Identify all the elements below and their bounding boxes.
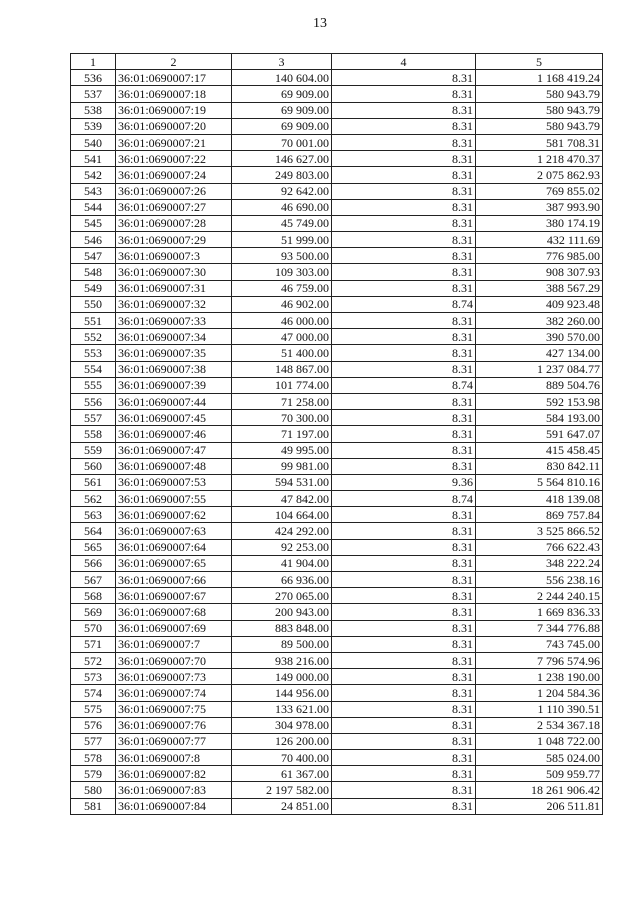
value-cell: 3 525 866.52	[476, 523, 603, 539]
table-row	[71, 539, 603, 555]
value-cell: 418 139.08	[476, 491, 603, 507]
row-number-cell: 573	[71, 669, 116, 685]
value-cell: 556 238.16	[476, 572, 603, 588]
cadastral-number-cell: 36:01:0690007:39	[116, 377, 232, 393]
value-cell: 743 745.00	[476, 636, 603, 652]
cadastral-number-cell: 36:01:0690007:29	[116, 232, 232, 248]
row-number-cell: 550	[71, 296, 116, 312]
value-cell: 889 504.76	[476, 377, 603, 393]
rate-cell: 8.74	[332, 377, 476, 393]
rate-cell: 8.31	[332, 458, 476, 474]
cadastral-number-cell: 36:01:0690007:82	[116, 766, 232, 782]
value-cell: 427 134.00	[476, 345, 603, 361]
value-cell: 592 153.98	[476, 393, 603, 409]
rate-cell: 8.31	[332, 199, 476, 215]
row-number-cell: 567	[71, 572, 116, 588]
area-cell: 46 759.00	[232, 280, 332, 296]
row-number-cell: 547	[71, 248, 116, 264]
area-cell: 69 909.00	[232, 102, 332, 118]
cadastral-number-cell: 36:01:0690007:65	[116, 555, 232, 571]
table-row	[71, 183, 603, 199]
row-number-cell: 581	[71, 798, 116, 814]
rate-cell: 8.31	[332, 507, 476, 523]
column-header-4: 4	[332, 54, 476, 70]
rate-cell: 8.31	[332, 410, 476, 426]
rate-cell: 8.31	[332, 118, 476, 134]
cadastral-number-cell: 36:01:0690007:34	[116, 329, 232, 345]
cadastral-number-cell: 36:01:0690007:75	[116, 701, 232, 717]
rate-cell: 8.31	[332, 248, 476, 264]
value-cell: 380 174.19	[476, 215, 603, 231]
area-cell: 126 200.00	[232, 733, 332, 749]
value-cell: 18 261 906.42	[476, 782, 603, 798]
value-cell: 830 842.11	[476, 458, 603, 474]
table-row	[71, 620, 603, 636]
cadastral-number-cell: 36:01:0690007:77	[116, 733, 232, 749]
cadastral-number-cell: 36:01:0690007:63	[116, 523, 232, 539]
row-number-cell: 555	[71, 377, 116, 393]
area-cell: 104 664.00	[232, 507, 332, 523]
rate-cell: 8.31	[332, 766, 476, 782]
area-cell: 47 000.00	[232, 329, 332, 345]
value-cell: 581 708.31	[476, 134, 603, 150]
area-cell: 148 867.00	[232, 361, 332, 377]
row-number-cell: 542	[71, 167, 116, 183]
row-number-cell: 537	[71, 86, 116, 102]
cadastral-number-cell: 36:01:0690007:28	[116, 215, 232, 231]
row-number-cell: 538	[71, 102, 116, 118]
table-row	[71, 588, 603, 604]
value-cell: 908 307.93	[476, 264, 603, 280]
value-cell: 1 110 390.51	[476, 701, 603, 717]
area-cell: 594 531.00	[232, 474, 332, 490]
rate-cell: 8.31	[332, 588, 476, 604]
value-cell: 776 985.00	[476, 248, 603, 264]
rate-cell: 8.31	[332, 652, 476, 668]
area-cell: 66 936.00	[232, 572, 332, 588]
rate-cell: 8.31	[332, 733, 476, 749]
rate-cell: 8.31	[332, 393, 476, 409]
rate-cell: 8.31	[332, 798, 476, 814]
table-row	[71, 669, 603, 685]
cadastral-number-cell: 36:01:0690007:26	[116, 183, 232, 199]
table-row	[71, 280, 603, 296]
table-row	[71, 442, 603, 458]
table-row	[71, 685, 603, 701]
cadastral-value-table	[70, 53, 603, 815]
cadastral-number-cell: 36:01:0690007:70	[116, 652, 232, 668]
row-number-cell: 562	[71, 491, 116, 507]
cadastral-number-cell: 36:01:0690007:31	[116, 280, 232, 296]
area-cell: 146 627.00	[232, 151, 332, 167]
cadastral-number-cell: 36:01:0690007:32	[116, 296, 232, 312]
area-cell: 70 400.00	[232, 750, 332, 766]
row-number-cell: 565	[71, 539, 116, 555]
rate-cell: 8.31	[332, 361, 476, 377]
cadastral-number-cell: 36:01:0690007:45	[116, 410, 232, 426]
area-cell: 70 300.00	[232, 410, 332, 426]
cadastral-number-cell: 36:01:0690007:69	[116, 620, 232, 636]
rate-cell: 8.31	[332, 280, 476, 296]
rate-cell: 8.31	[332, 750, 476, 766]
cadastral-number-cell: 36:01:0690007:7	[116, 636, 232, 652]
rate-cell: 8.31	[332, 620, 476, 636]
cadastral-number-cell: 36:01:0690007:66	[116, 572, 232, 588]
table-row	[71, 215, 603, 231]
table-row	[71, 636, 603, 652]
row-number-cell: 569	[71, 604, 116, 620]
row-number-cell: 552	[71, 329, 116, 345]
cadastral-number-cell: 36:01:0690007:20	[116, 118, 232, 134]
area-cell: 46 690.00	[232, 199, 332, 215]
value-cell: 1 669 836.33	[476, 604, 603, 620]
value-cell: 409 923.48	[476, 296, 603, 312]
table-row	[71, 393, 603, 409]
value-cell: 7 344 776.88	[476, 620, 603, 636]
area-cell: 24 851.00	[232, 798, 332, 814]
row-number-cell: 540	[71, 134, 116, 150]
area-cell: 144 956.00	[232, 685, 332, 701]
rate-cell: 8.31	[332, 782, 476, 798]
row-number-cell: 546	[71, 232, 116, 248]
area-cell: 41 904.00	[232, 555, 332, 571]
area-cell: 140 604.00	[232, 70, 332, 86]
cadastral-number-cell: 36:01:0690007:33	[116, 313, 232, 329]
column-header-3: 3	[232, 54, 332, 70]
table-row	[71, 507, 603, 523]
area-cell: 109 303.00	[232, 264, 332, 280]
row-number-cell: 553	[71, 345, 116, 361]
row-number-cell: 580	[71, 782, 116, 798]
rate-cell: 8.31	[332, 572, 476, 588]
value-cell: 387 993.90	[476, 199, 603, 215]
area-cell: 270 065.00	[232, 588, 332, 604]
cadastral-number-cell: 36:01:0690007:47	[116, 442, 232, 458]
table-row	[71, 264, 603, 280]
column-header-5: 5	[476, 54, 603, 70]
area-cell: 61 367.00	[232, 766, 332, 782]
row-number-cell: 577	[71, 733, 116, 749]
table-row	[71, 717, 603, 733]
cadastral-number-cell: 36:01:0690007:22	[116, 151, 232, 167]
value-cell: 591 647.07	[476, 426, 603, 442]
cadastral-number-cell: 36:01:0690007:3	[116, 248, 232, 264]
area-cell: 70 001.00	[232, 134, 332, 150]
area-cell: 49 995.00	[232, 442, 332, 458]
cadastral-number-cell: 36:01:0690007:24	[116, 167, 232, 183]
value-cell: 585 024.00	[476, 750, 603, 766]
row-number-cell: 572	[71, 652, 116, 668]
table-row	[71, 426, 603, 442]
cadastral-number-cell: 36:01:0690007:30	[116, 264, 232, 280]
cadastral-number-cell: 36:01:0690007:83	[116, 782, 232, 798]
cadastral-number-cell: 36:01:0690007:18	[116, 86, 232, 102]
value-cell: 2 534 367.18	[476, 717, 603, 733]
rate-cell: 8.31	[332, 636, 476, 652]
area-cell: 249 803.00	[232, 167, 332, 183]
row-number-cell: 579	[71, 766, 116, 782]
value-cell: 766 622.43	[476, 539, 603, 555]
rate-cell: 8.31	[332, 151, 476, 167]
table-row	[71, 604, 603, 620]
value-cell: 509 959.77	[476, 766, 603, 782]
area-cell: 69 909.00	[232, 118, 332, 134]
value-cell: 348 222.24	[476, 555, 603, 571]
area-cell: 2 197 582.00	[232, 782, 332, 798]
rate-cell: 8.31	[332, 264, 476, 280]
table-row	[71, 750, 603, 766]
row-number-cell: 549	[71, 280, 116, 296]
rate-cell: 8.31	[332, 669, 476, 685]
value-cell: 415 458.45	[476, 442, 603, 458]
row-number-cell: 574	[71, 685, 116, 701]
value-cell: 5 564 810.16	[476, 474, 603, 490]
table-row	[71, 377, 603, 393]
area-cell: 938 216.00	[232, 652, 332, 668]
value-cell: 769 855.02	[476, 183, 603, 199]
rate-cell: 8.31	[332, 523, 476, 539]
table-row	[71, 361, 603, 377]
value-cell: 580 943.79	[476, 86, 603, 102]
table-row	[71, 782, 603, 798]
area-cell: 45 749.00	[232, 215, 332, 231]
cadastral-number-cell: 36:01:0690007:62	[116, 507, 232, 523]
row-number-cell: 539	[71, 118, 116, 134]
row-number-cell: 561	[71, 474, 116, 490]
row-number-cell: 548	[71, 264, 116, 280]
value-cell: 382 260.00	[476, 313, 603, 329]
cadastral-number-cell: 36:01:0690007:27	[116, 199, 232, 215]
cadastral-number-cell: 36:01:0690007:35	[116, 345, 232, 361]
rate-cell: 8.31	[332, 329, 476, 345]
area-cell: 93 500.00	[232, 248, 332, 264]
row-number-cell: 566	[71, 555, 116, 571]
value-cell: 1 237 084.77	[476, 361, 603, 377]
rate-cell: 8.31	[332, 345, 476, 361]
value-cell: 1 204 584.36	[476, 685, 603, 701]
value-cell: 432 111.69	[476, 232, 603, 248]
cadastral-number-cell: 36:01:0690007:73	[116, 669, 232, 685]
table-row	[71, 86, 603, 102]
table-row	[71, 102, 603, 118]
table-body	[71, 70, 603, 815]
table-row	[71, 572, 603, 588]
rate-cell: 8.31	[332, 134, 476, 150]
value-cell: 1 048 722.00	[476, 733, 603, 749]
value-cell: 206 511.81	[476, 798, 603, 814]
rate-cell: 8.31	[332, 426, 476, 442]
table-row	[71, 798, 603, 814]
table-row	[71, 134, 603, 150]
rate-cell: 8.31	[332, 604, 476, 620]
rate-cell: 8.31	[332, 102, 476, 118]
area-cell: 71 197.00	[232, 426, 332, 442]
value-cell: 7 796 574.96	[476, 652, 603, 668]
rate-cell: 8.31	[332, 717, 476, 733]
rate-cell: 8.31	[332, 442, 476, 458]
table-row	[71, 70, 603, 86]
area-cell: 46 000.00	[232, 313, 332, 329]
area-cell: 51 999.00	[232, 232, 332, 248]
rate-cell: 8.31	[332, 70, 476, 86]
value-cell: 580 943.79	[476, 102, 603, 118]
table-row	[71, 410, 603, 426]
table-row	[71, 474, 603, 490]
area-cell: 149 000.00	[232, 669, 332, 685]
rate-cell: 8.31	[332, 701, 476, 717]
rate-cell: 8.74	[332, 491, 476, 507]
row-number-cell: 560	[71, 458, 116, 474]
table-row	[71, 345, 603, 361]
table-row	[71, 296, 603, 312]
area-cell: 71 258.00	[232, 393, 332, 409]
cadastral-number-cell: 36:01:0690007:74	[116, 685, 232, 701]
table-row	[71, 652, 603, 668]
row-number-cell: 564	[71, 523, 116, 539]
row-number-cell: 551	[71, 313, 116, 329]
cadastral-number-cell: 36:01:0690007:76	[116, 717, 232, 733]
table-row	[71, 151, 603, 167]
row-number-cell: 578	[71, 750, 116, 766]
cadastral-number-cell: 36:01:0690007:44	[116, 393, 232, 409]
row-number-cell: 563	[71, 507, 116, 523]
area-cell: 101 774.00	[232, 377, 332, 393]
table-row	[71, 733, 603, 749]
row-number-cell: 576	[71, 717, 116, 733]
value-cell: 869 757.84	[476, 507, 603, 523]
value-cell: 2 244 240.15	[476, 588, 603, 604]
column-header-1: 1	[71, 54, 116, 70]
row-number-cell: 557	[71, 410, 116, 426]
cadastral-number-cell: 36:01:0690007:64	[116, 539, 232, 555]
cadastral-number-cell: 36:01:0690007:17	[116, 70, 232, 86]
value-cell: 1 168 419.24	[476, 70, 603, 86]
value-cell: 388 567.29	[476, 280, 603, 296]
value-cell: 390 570.00	[476, 329, 603, 345]
table-row	[71, 491, 603, 507]
area-cell: 133 621.00	[232, 701, 332, 717]
value-cell: 584 193.00	[476, 410, 603, 426]
table-row	[71, 523, 603, 539]
rate-cell: 8.31	[332, 215, 476, 231]
rate-cell: 8.31	[332, 183, 476, 199]
cadastral-number-cell: 36:01:0690007:48	[116, 458, 232, 474]
row-number-cell: 541	[71, 151, 116, 167]
row-number-cell: 556	[71, 393, 116, 409]
page-number: 13	[313, 16, 327, 31]
row-number-cell: 554	[71, 361, 116, 377]
area-cell: 69 909.00	[232, 86, 332, 102]
cadastral-number-cell: 36:01:0690007:53	[116, 474, 232, 490]
cadastral-number-cell: 36:01:0690007:68	[116, 604, 232, 620]
value-cell: 1 218 470.37	[476, 151, 603, 167]
area-cell: 46 902.00	[232, 296, 332, 312]
area-cell: 92 253.00	[232, 539, 332, 555]
area-cell: 424 292.00	[232, 523, 332, 539]
rate-cell: 8.31	[332, 167, 476, 183]
row-number-cell: 571	[71, 636, 116, 652]
value-cell: 2 075 862.93	[476, 167, 603, 183]
area-cell: 51 400.00	[232, 345, 332, 361]
rate-cell: 8.31	[332, 685, 476, 701]
column-header-2: 2	[116, 54, 232, 70]
cadastral-number-cell: 36:01:0690007:8	[116, 750, 232, 766]
area-cell: 200 943.00	[232, 604, 332, 620]
table-row	[71, 458, 603, 474]
cadastral-number-cell: 36:01:0690007:19	[116, 102, 232, 118]
table-row	[71, 766, 603, 782]
row-number-cell: 570	[71, 620, 116, 636]
row-number-cell: 568	[71, 588, 116, 604]
table-row	[71, 329, 603, 345]
rate-cell: 8.31	[332, 555, 476, 571]
area-cell: 92 642.00	[232, 183, 332, 199]
cadastral-number-cell: 36:01:0690007:38	[116, 361, 232, 377]
value-cell: 1 238 190.00	[476, 669, 603, 685]
row-number-cell: 543	[71, 183, 116, 199]
area-cell: 883 848.00	[232, 620, 332, 636]
table-row	[71, 167, 603, 183]
area-cell: 99 981.00	[232, 458, 332, 474]
rate-cell: 8.74	[332, 296, 476, 312]
cadastral-number-cell: 36:01:0690007:21	[116, 134, 232, 150]
cadastral-number-cell: 36:01:0690007:46	[116, 426, 232, 442]
cadastral-number-cell: 36:01:0690007:55	[116, 491, 232, 507]
row-number-cell: 536	[71, 70, 116, 86]
table-row	[71, 248, 603, 264]
rate-cell: 8.31	[332, 232, 476, 248]
area-cell: 304 978.00	[232, 717, 332, 733]
rate-cell: 9.36	[332, 474, 476, 490]
table-row	[71, 313, 603, 329]
rate-cell: 8.31	[332, 539, 476, 555]
area-cell: 89 500.00	[232, 636, 332, 652]
value-cell: 580 943.79	[476, 118, 603, 134]
table-row	[71, 118, 603, 134]
rate-cell: 8.31	[332, 313, 476, 329]
cadastral-number-cell: 36:01:0690007:84	[116, 798, 232, 814]
rate-cell: 8.31	[332, 86, 476, 102]
row-number-cell: 559	[71, 442, 116, 458]
cadastral-number-cell: 36:01:0690007:67	[116, 588, 232, 604]
table-header-row	[71, 54, 603, 70]
row-number-cell: 544	[71, 199, 116, 215]
row-number-cell: 558	[71, 426, 116, 442]
area-cell: 47 842.00	[232, 491, 332, 507]
table-row	[71, 701, 603, 717]
row-number-cell: 575	[71, 701, 116, 717]
table-row	[71, 199, 603, 215]
row-number-cell: 545	[71, 215, 116, 231]
table-row	[71, 555, 603, 571]
table-row	[71, 232, 603, 248]
